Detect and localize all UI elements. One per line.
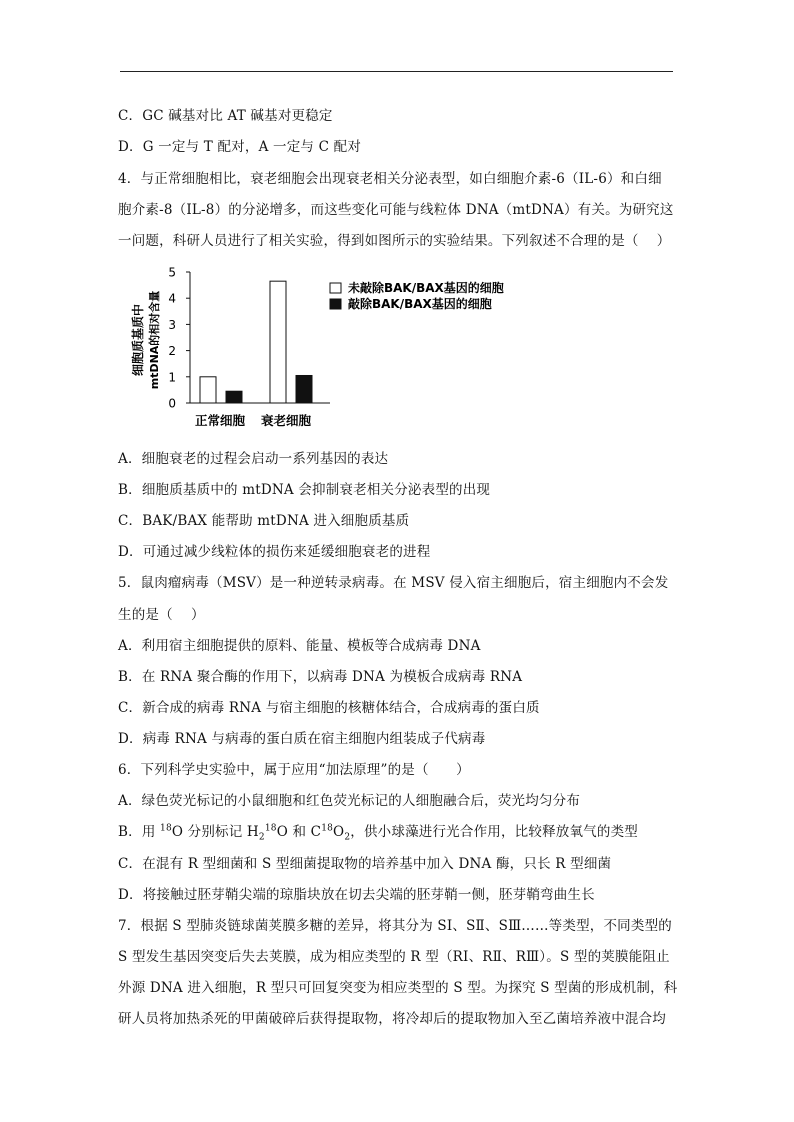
option-4c: C．BAK/BAX 能帮助 mtDNA 进入细胞质基质 <box>118 513 410 529</box>
option-6c: C．在混有 R 型细菌和 S 型细菌提取物的培养基中加入 DNA 酶，只长 R 型细菌 <box>118 856 612 872</box>
legend-label-intact: 未敲除BAK/BAX基因的细胞 <box>348 281 504 295</box>
bar-knockout-normal <box>226 391 242 403</box>
bar-intact-normal <box>200 377 216 403</box>
y-tick-label: 5 <box>168 265 176 280</box>
option-6b-part-a: B．用 <box>118 824 161 840</box>
y-axis-label-line-1: 细胞质基质中 <box>131 303 145 377</box>
y-axis-label-line-2: mtDNA的相对含量 <box>148 290 161 390</box>
option-6b-sub-2: 2 <box>344 832 351 843</box>
y-axis-label <box>130 291 161 390</box>
question-5-line-2: 生的是（ ） <box>118 607 205 623</box>
category-label-normal: 正常细胞 <box>194 413 246 428</box>
option-4b: B．细胞质基质中的 mtDNA 会抑制衰老相关分泌表型的出现 <box>118 482 491 498</box>
legend-swatch-intact <box>330 283 341 293</box>
option-6b-sub-1: 2 <box>258 832 265 843</box>
option-4a: A．细胞衰老的过程会启动一系列基因的表达 <box>118 451 389 467</box>
question-7-line-2: S 型发生基因突变后失去荚膜，成为相应类型的 R 型（RⅠ、RⅡ、RⅢ）。S 型的荚膜能阻止 <box>118 949 670 965</box>
question-7-line-1: 7．根据 S 型肺炎链球菌荚膜多糖的差异，将其分为 SⅠ、SⅡ、SⅢ……等类型，不同类型的 <box>118 918 672 934</box>
bar-knockout-aged <box>296 375 312 403</box>
legend <box>330 280 504 311</box>
option-6b <box>118 820 638 843</box>
question-4-line-2: 胞介素-8（IL-8）的分泌增多，而这些变化可能与线粒体 DNA（mtDNA）有关。为研究这 <box>118 202 674 218</box>
option-6a: A．绿色荧光标记的小鼠细胞和红色荧光标记的人细胞融合后，荧光均匀分布 <box>118 793 581 809</box>
option-6d: D．将接触过胚芽鞘尖端的琼脂块放在切去尖端的胚芽鞘一侧，胚芽鞘弯曲生长 <box>118 887 595 903</box>
option-6b-part-d: O <box>333 824 345 840</box>
option-5d: D．病毒 RNA 与病毒的蛋白质在宿主细胞内组装成子代病毒 <box>118 731 486 747</box>
option-6b-part-e: ，供小球藻进行光合作用，比较释放氧气的类型 <box>350 824 638 840</box>
bar-intact-aged <box>270 281 286 403</box>
option-5c: C．新合成的病毒 RNA 与宿主细胞的核糖体结合，合成病毒的蛋白质 <box>118 700 540 716</box>
question-4-line-3: 一问题，科研人员进行了相关实验，得到如图所示的实验结果。下列叙述不合理的是（ ） <box>118 233 671 249</box>
y-tick-label: 3 <box>168 317 176 332</box>
option-4d: D．可通过减少线粒体的损伤来延缓细胞衰老的进程 <box>118 544 431 560</box>
question-6: 6．下列科学史实验中，属于应用“加法原理”的是（ ） <box>118 762 470 778</box>
question-7-line-3: 外源 DNA 进入细胞，R 型只可回复突变为相应类型的 S 型。为探究 S 型菌的形成机制，科 <box>118 980 678 996</box>
option-6b-part-b: O 分别标记 H <box>171 824 259 840</box>
y-axis-ticks <box>168 266 190 411</box>
legend-swatch-knockout <box>330 299 341 309</box>
option-5b: B．在 RNA 聚合酶的作用下，以病毒 DNA 为模板合成病毒 RNA <box>118 669 523 685</box>
question-7-line-4: 研人员将加热杀死的甲菌破碎后获得提取物，将冷却后的提取物加入至乙菌培养液中混合均 <box>118 1011 666 1027</box>
option-3d: D．G 一定与 T 配对，A 一定与 C 配对 <box>118 139 362 155</box>
option-5a: A．利用宿主细胞提供的原料、能量、模板等合成病毒 DNA <box>118 638 481 654</box>
y-tick-label: 0 <box>168 396 176 411</box>
category-label-aged: 衰老细胞 <box>260 413 312 428</box>
option-6b-sup-3: 18 <box>321 823 334 834</box>
option-6b-sup-1: 18 <box>160 823 172 834</box>
y-tick-label: 2 <box>168 344 176 359</box>
option-3c: C．GC 碱基对比 AT 碱基对更稳定 <box>118 108 333 124</box>
bar-chart <box>120 262 520 434</box>
legend-label-knockout: 敲除BAK/BAX基因的细胞 <box>348 297 492 311</box>
question-4-line-1: 4．与正常细胞相比，衰老细胞会出现衰老相关分泌表型，如白细胞介素-6（IL-6）和白细 <box>118 171 662 187</box>
option-6b-part-c: O 和 C <box>276 824 322 840</box>
question-5-line-1: 5．鼠肉瘤病毒（MSV）是一种逆转录病毒。在 MSV 侵入宿主细胞后，宿主细胞内不会发 <box>118 575 669 591</box>
bars-group <box>200 281 312 403</box>
header-rule <box>120 71 673 72</box>
y-tick-label: 1 <box>168 370 176 385</box>
y-tick-label: 4 <box>168 291 176 306</box>
option-6b-sup-2: 18 <box>264 823 277 834</box>
